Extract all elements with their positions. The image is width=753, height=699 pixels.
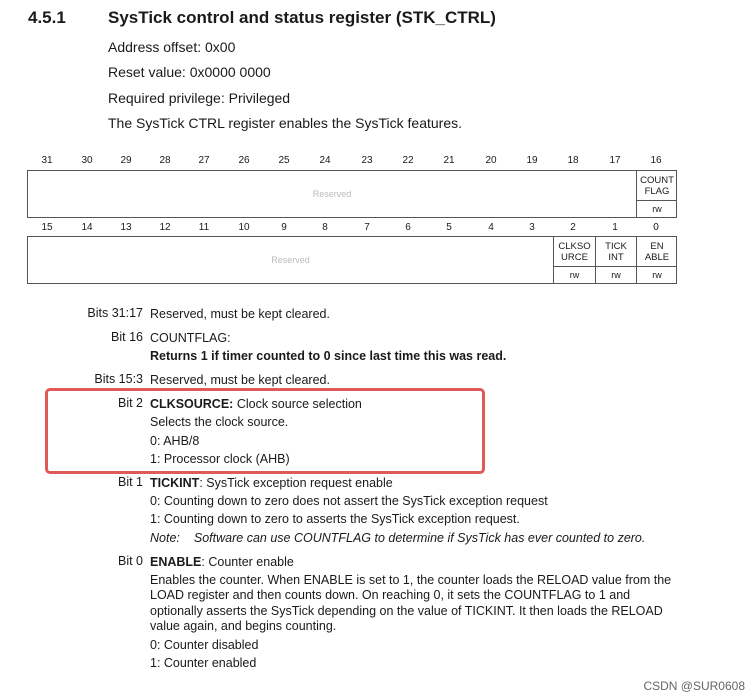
bit-2-line2: 0: AHB/8 [150,434,200,448]
bit-number: 5 [446,222,452,233]
tickint-name-line1: TICK [605,240,627,252]
highlight-box [45,388,485,474]
countflag-cell [636,171,677,217]
register-upper-row [27,170,677,218]
countflag-name [637,171,677,201]
bit-number: 13 [120,222,132,233]
bit-number: 20 [485,155,497,166]
watermark: CSDN @SUR0608 [643,679,745,693]
bit-16-detail: Returns 1 if timer counted to 0 since last time this was read. [150,349,507,363]
bit-number: 3 [529,222,535,233]
bit-number: 28 [159,155,171,166]
reset-value: Reset value: 0x0000 0000 [108,64,271,80]
enable-access: rw [652,270,662,280]
section-number: 4.5.1 [28,8,66,27]
enable-name [637,237,677,267]
tickint-access: rw [611,270,621,280]
bit-1-note-text: Software can use COUNTFLAG to determine if SysTick has ever counted to zero. [193,531,646,545]
bit-number: 1 [612,222,618,233]
bit-2-line3: 1: Processor clock (AHB) [150,452,290,466]
countflag-access: rw [652,204,662,214]
bit-number: 15 [41,222,53,233]
bit-1-note-label: Note: [150,531,180,545]
bit-1-label: Bit 1 [117,475,143,489]
bit-1-line2: 1: Counting down to zero to asserts the SysTick exception request. [150,512,520,526]
reserved-field-lower: Reserved [271,255,310,265]
bit-number: 27 [198,155,210,166]
clksource-name-line2: URCE [561,251,588,263]
bit-number: 23 [361,155,373,166]
register-summary: The SysTick CTRL register enables the SysTick features. [108,115,463,131]
bit-number: 25 [278,155,290,166]
bit-0-line2: 1: Counter enabled [150,656,257,670]
required-privilege: Required privilege: Privileged [108,90,291,106]
bit-number: 0 [653,222,659,233]
bit-0-heading [150,554,294,570]
bit-16-label: Bit 16 [111,330,143,344]
tickint-cell [595,237,636,283]
bits-31-17-label: Bits 31:17 [87,306,143,320]
bit-2-title: Clock source selection [233,397,362,411]
bit-number: 9 [281,222,287,233]
enable-name-line2: ABLE [644,251,670,263]
bit-number: 17 [609,155,621,166]
bit-0-label: Bit 0 [117,554,143,568]
bit-0-para-line4: value again, and begins counting. [150,619,337,633]
clksource-cell [553,237,595,283]
bits-31-17-text: Reserved, must be kept cleared. [150,307,330,321]
bit-number: 30 [81,155,93,166]
register-lower-row [27,236,677,284]
bit-number: 6 [405,222,411,233]
bit-1-heading [150,475,393,491]
bit-number: 22 [402,155,414,166]
reserved-field-upper: Reserved [312,189,352,199]
bit-0-para-line2: LOAD register and then counts down. On reaching 0, it sets the COUNTFLAG to 1 and [150,588,631,602]
bit-number: 26 [238,155,250,166]
enable-cell [636,237,677,283]
bit-number: 19 [526,155,538,166]
section-title: SysTick control and status register (STK_CTRL) [108,8,496,27]
tickint-name [596,237,636,267]
bit-0-line1: 0: Counter disabled [150,638,259,652]
bit-number: 11 [198,222,210,233]
clksource-name-line1: CLKSO [558,240,591,252]
bit-1-note [150,530,645,546]
bit-1-line1: 0: Counting down to zero does not assert the SysTick exception request [150,494,548,508]
bit-number: 2 [570,222,576,233]
bit-number: 10 [238,222,250,233]
bit-2-name: CLKSOURCE: [150,397,234,411]
bit-number: 4 [488,222,494,233]
bit-number: 7 [364,222,370,233]
bit-0-para-line3: optionally asserts the SysTick depending on the value of TICKINT. It then loads the RELOAD [150,604,663,618]
bits-15-3-label: Bits 15:3 [94,372,143,386]
address-offset: Address offset: 0x00 [108,39,236,55]
bit-number: 16 [650,155,662,166]
bit-number: 29 [120,155,132,166]
bit-2-label: Bit 2 [117,396,143,410]
bit-number: 8 [322,222,328,233]
bit-2-line1: Selects the clock source. [150,415,289,429]
bit-0-title: : Counter enable [201,555,294,569]
bit-number: 12 [159,222,171,233]
bit-16-name: COUNTFLAG: [150,331,231,345]
bit-1-name: TICKINT [150,476,200,490]
bit-number: 24 [319,155,331,166]
bit-1-title: : SysTick exception request enable [199,476,393,490]
bit-number: 18 [567,155,579,166]
tickint-name-line2: INT [608,251,624,263]
countflag-name-line2: FLAG [644,185,670,197]
countflag-name-line1: COUNT [640,174,674,186]
clksource-name [554,237,595,267]
bit-0-name: ENABLE [150,555,202,569]
clksource-access: rw [569,270,580,280]
bit-number: 31 [41,155,53,166]
bit-number: 14 [81,222,93,233]
bits-15-3-text: Reserved, must be kept cleared. [150,373,330,387]
enable-name-line1: EN [650,240,664,252]
bit-0-para-line1: Enables the counter. When ENABLE is set to 1, the counter loads the RELOAD value from the [150,573,672,587]
bit-number: 21 [443,155,455,166]
